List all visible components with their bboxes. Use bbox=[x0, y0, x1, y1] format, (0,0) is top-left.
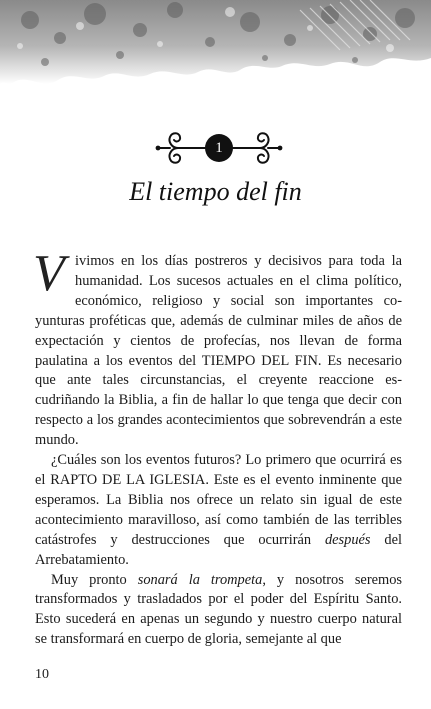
grunge-texture-banner bbox=[0, 0, 431, 100]
text-segment: del Arrebatamiento. bbox=[35, 531, 402, 568]
text-segment: , y nosotros seremos transformados y trasladados por el poder del Espíritu Santo. Esto sucederá en apenas un segundo y nuestro cuerpo natural se transformará en cuerpo de gloria, semejante al que bbox=[35, 571, 402, 648]
chapter-title: El tiempo del fin bbox=[129, 177, 302, 206]
page-number: 10 bbox=[35, 667, 49, 682]
body-paragraph bbox=[35, 451, 402, 570]
text-segment: ivimos en los días postreros y decisivos para toda la humanidad. Los sucesos actuales en el clima político, económico, religioso y social son importantes coyunturas proféticas que, además de culminar miles de años de expectación y cientos de profecías, nos llevan de forma paulatina a los eventos del TIEMPO DEL FIN. Es necesario que ante tales circunstancias, el creyente reaccione escudriñando la Biblia, a fin de hallar lo que tenga que decir con respecto a los grandes acontecimientos que sobrevendrán a este mundo. bbox=[35, 253, 402, 449]
text-segment: ¿Cuáles son los eventos futuros? Lo primero que ocurrirá es el RAPTO DE LA IGLESIA. Este es el evento inminente que esperamos. La Biblia nos ofrece un relato sin igual de este acontecimiento maravilloso, así como también de las terribles catástrofes y destrucciones que ocurrirán bbox=[35, 452, 402, 548]
text-segment: Muy pronto bbox=[51, 571, 138, 588]
italic-text-segment: sonará la trompeta bbox=[137, 571, 263, 588]
body-paragraph bbox=[35, 571, 402, 651]
body-text bbox=[33, 245, 402, 650]
body-paragraph bbox=[33, 245, 402, 451]
chapter-number-badge: 1 bbox=[205, 134, 233, 162]
italic-text-segment: después bbox=[324, 531, 371, 548]
drop-cap: V bbox=[33, 245, 65, 302]
